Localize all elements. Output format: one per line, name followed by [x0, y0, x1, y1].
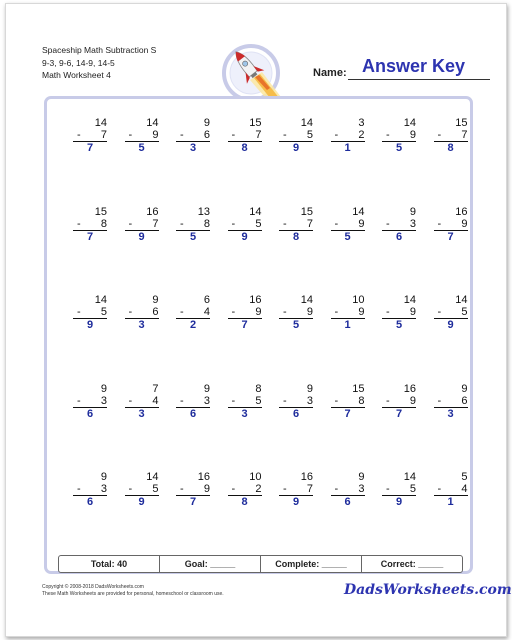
minus-sign: -: [180, 306, 184, 318]
minus-sign: -: [77, 483, 81, 495]
minuend: 14: [403, 294, 416, 306]
minuend: 14: [300, 294, 313, 306]
subtrahend-row: [73, 306, 107, 319]
subtrahend: 2: [255, 483, 262, 495]
minus-sign: -: [231, 483, 236, 495]
minuend: 16: [300, 471, 313, 483]
minus-sign: -: [77, 129, 81, 141]
problem-17: [73, 294, 107, 332]
title-block: [42, 44, 156, 82]
minuend: 9: [358, 471, 365, 483]
problem-13: [279, 206, 313, 244]
minus-sign: -: [437, 217, 442, 230]
problem-30: [331, 383, 365, 421]
answer: 7: [344, 407, 351, 420]
minus-sign: -: [231, 129, 236, 141]
problem-8: [434, 117, 468, 155]
subtrahend: 5: [255, 217, 262, 230]
problem-38: [331, 471, 365, 509]
minus-sign: -: [386, 483, 390, 495]
problem-36: [228, 471, 262, 509]
answer: 3: [241, 407, 248, 420]
minus-sign: -: [386, 129, 390, 141]
minuend: 9: [100, 382, 107, 395]
minuend: 3: [358, 117, 365, 129]
subtrahend: 5: [255, 394, 262, 407]
subtrahend-row: [331, 483, 365, 496]
subtrahend: 9: [203, 483, 210, 495]
problem-23: [382, 294, 416, 332]
subtrahend-row: [434, 395, 468, 408]
minus-sign: -: [231, 394, 236, 407]
answer: 8: [292, 230, 300, 243]
answer: 6: [395, 230, 403, 243]
minus-sign: -: [386, 394, 390, 407]
worksheet-page: [5, 3, 512, 637]
problem-20: [228, 294, 262, 332]
subtrahend: 6: [461, 394, 468, 407]
minus-sign: -: [334, 394, 339, 407]
minuend: 16: [197, 471, 210, 483]
subtrahend: 4: [203, 306, 210, 318]
minus-sign: -: [437, 306, 442, 318]
minuend: 14: [403, 471, 416, 483]
subtrahend-row: [73, 483, 107, 496]
subtrahend-row: [228, 218, 262, 231]
answer: 7: [86, 142, 94, 154]
minuend: 7: [152, 382, 159, 395]
answer: 6: [344, 496, 351, 508]
minus-sign: -: [231, 306, 236, 318]
problem-25: [73, 383, 107, 421]
complete-cell: Complete: _____: [261, 556, 362, 572]
minuend: 14: [94, 294, 107, 306]
subtrahend: 9: [152, 129, 159, 141]
subtrahend-row: [279, 395, 313, 408]
minuend: 15: [300, 205, 313, 218]
subtrahend-row: [434, 483, 468, 496]
subtrahend-row: [176, 306, 210, 319]
problem-21: [279, 294, 313, 332]
answer: 9: [241, 230, 248, 243]
minus-sign: -: [283, 306, 287, 318]
answer: 9: [447, 319, 454, 331]
minuend: 13: [197, 205, 210, 218]
subtrahend-row: [228, 395, 262, 408]
answer: 9: [395, 496, 403, 508]
minus-sign: -: [334, 217, 339, 230]
subtrahend-row: [382, 218, 416, 231]
problem-40: [434, 471, 468, 509]
subtrahend: 6: [203, 129, 210, 141]
subtrahend-row: [331, 306, 365, 319]
minuend: 16: [455, 205, 468, 218]
answer: 2: [189, 319, 197, 331]
minus-sign: -: [437, 483, 442, 495]
subtrahend-row: [73, 218, 107, 231]
subtrahend-row: [228, 306, 262, 319]
answer: 3: [138, 319, 145, 331]
answer: 6: [86, 496, 94, 508]
problem-10: [125, 206, 159, 244]
minuend: 14: [455, 294, 468, 306]
problem-4: [228, 117, 262, 155]
name-label: Name:: [313, 67, 347, 79]
correct-cell: Correct: _____: [380, 559, 444, 569]
subtrahend: 8: [358, 394, 365, 407]
subtrahend: 7: [306, 483, 313, 495]
minuend: 5: [461, 471, 468, 483]
subtrahend-row: [279, 306, 313, 319]
minuend: 14: [300, 117, 313, 129]
site-logo: DadsWorksheets.com: [344, 582, 512, 598]
minus-sign: -: [77, 306, 81, 318]
minuend: 9: [152, 294, 159, 306]
subtrahend-row: [279, 218, 313, 231]
subtrahend: 3: [100, 483, 107, 495]
minus-sign: -: [128, 217, 133, 230]
subtrahend-row: [382, 129, 416, 142]
subtrahend: 8: [203, 217, 210, 230]
subtrahend: 9: [358, 306, 365, 318]
answer: 9: [86, 319, 94, 331]
minuend: 15: [94, 205, 107, 218]
subtrahend-row: [176, 483, 210, 496]
answer: 7: [447, 230, 454, 243]
minuend: 15: [249, 117, 262, 129]
minus-sign: -: [180, 129, 184, 141]
subtrahend: 8: [100, 217, 107, 230]
subtrahend-row: [331, 129, 365, 142]
minus-sign: -: [386, 217, 390, 230]
subtrahend: 9: [358, 217, 365, 230]
answer-key-title: Answer Key: [362, 56, 466, 76]
subtrahend-row: [434, 129, 468, 142]
minus-sign: -: [437, 394, 442, 407]
minuend: 16: [146, 205, 159, 218]
minus-sign: -: [128, 394, 133, 407]
problem-22: [331, 294, 365, 332]
usage-line: These Math Worksheets are provided for personal, homeschool or classroom use.: [42, 591, 224, 597]
worksheet-subtitle: 9-3, 9-6, 14-9, 14-5: [42, 57, 115, 68]
minus-sign: -: [437, 129, 442, 141]
minus-sign: -: [231, 217, 236, 230]
minuend: 6: [203, 294, 210, 306]
problem-24: [434, 294, 468, 332]
minuend: 9: [306, 382, 313, 395]
problem-39: [382, 471, 416, 509]
subtrahend-row: [331, 395, 365, 408]
problem-37: [279, 471, 313, 509]
answer: 8: [447, 142, 454, 154]
total-cell: Total: 40: [59, 556, 160, 572]
problem-9: [73, 206, 107, 244]
answer: 5: [292, 319, 300, 331]
problem-35: [176, 471, 210, 509]
subtrahend: 7: [461, 129, 468, 141]
minuend: 15: [455, 117, 468, 129]
minus-sign: -: [386, 306, 390, 318]
problem-27: [176, 383, 210, 421]
minus-sign: -: [128, 306, 133, 318]
problem-15: [382, 206, 416, 244]
problem-32: [434, 383, 468, 421]
answer: 8: [241, 496, 248, 508]
answer: 7: [395, 407, 403, 420]
minuend: 14: [94, 117, 107, 129]
score-bar: [58, 555, 463, 573]
problem-1: [73, 117, 107, 155]
answer: 5: [344, 230, 351, 243]
subtrahend-row: [125, 395, 159, 408]
problems-frame: [44, 96, 473, 574]
minus-sign: -: [180, 217, 184, 230]
minus-sign: -: [334, 306, 339, 318]
problem-11: [176, 206, 210, 244]
subtrahend: 9: [409, 129, 416, 141]
answer: 3: [189, 142, 197, 154]
answer: 3: [447, 407, 454, 420]
answer: 6: [292, 407, 300, 420]
minuend: 9: [203, 382, 210, 395]
minus-sign: -: [334, 483, 339, 495]
minus-sign: -: [128, 483, 133, 495]
answer: 6: [86, 407, 94, 420]
problem-2: [125, 117, 159, 155]
problem-6: [331, 117, 365, 155]
subtrahend-row: [73, 395, 107, 408]
problem-31: [382, 383, 416, 421]
minuend: 14: [352, 205, 365, 218]
problem-18: [125, 294, 159, 332]
subtrahend: 7: [306, 217, 313, 230]
subtrahend: 2: [358, 129, 365, 141]
minus-sign: -: [334, 129, 339, 141]
minuend: 8: [255, 382, 262, 395]
answer: 5: [189, 230, 197, 243]
subtrahend-row: [382, 395, 416, 408]
answer: 9: [138, 496, 145, 508]
problem-16: [434, 206, 468, 244]
name-line: [348, 79, 490, 80]
subtrahend-row: [125, 129, 159, 142]
goal-cell: Goal: _____: [160, 556, 261, 572]
problem-29: [279, 383, 313, 421]
minus-sign: -: [128, 129, 133, 141]
minuend: 14: [146, 117, 159, 129]
subtrahend-row: [228, 129, 262, 142]
subtrahend-row: [125, 306, 159, 319]
minuend: 9: [203, 117, 210, 129]
subtrahend-row: [434, 218, 468, 231]
worksheet-title: Spaceship Math Subtraction S: [42, 45, 157, 55]
subtrahend-row: [228, 483, 262, 496]
answer: 3: [138, 407, 145, 420]
minus-sign: -: [283, 129, 287, 141]
answer: 5: [395, 142, 403, 154]
subtrahend: 5: [409, 483, 416, 495]
subtrahend-row: [382, 483, 416, 496]
problem-14: [331, 206, 365, 244]
subtrahend-row: [176, 395, 210, 408]
minuend: 16: [403, 382, 416, 395]
subtrahend-row: [73, 129, 107, 142]
subtrahend: 3: [203, 394, 210, 407]
subtrahend: 9: [409, 394, 416, 407]
problem-33: [73, 471, 107, 509]
minuend: 10: [249, 471, 262, 483]
answer: 6: [189, 407, 197, 420]
subtrahend: 9: [255, 306, 262, 318]
minus-sign: -: [283, 217, 287, 230]
copyright-notice: [42, 584, 224, 598]
subtrahend: 7: [255, 129, 262, 141]
worksheet-number: Math Worksheet 4: [42, 70, 111, 80]
subtrahend: 5: [461, 306, 468, 318]
subtrahend-row: [125, 218, 159, 231]
answer: 1: [447, 496, 454, 508]
problem-7: [382, 117, 416, 155]
subtrahend-row: [279, 483, 313, 496]
minus-sign: -: [283, 394, 287, 407]
answer: 9: [292, 496, 300, 508]
answer: 5: [395, 319, 403, 331]
subtrahend: 4: [152, 394, 159, 407]
minus-sign: -: [77, 217, 81, 230]
subtrahend-row: [176, 218, 210, 231]
subtrahend: 7: [100, 129, 107, 141]
answer: 9: [138, 230, 145, 243]
minuend: 15: [352, 382, 365, 395]
minus-sign: -: [180, 483, 184, 495]
minuend: 14: [146, 471, 159, 483]
answer: 7: [241, 319, 248, 331]
minuend: 9: [461, 382, 468, 395]
subtrahend-row: [279, 129, 313, 142]
subtrahend: 3: [100, 394, 107, 407]
minus-sign: -: [77, 394, 81, 407]
subtrahend: 6: [152, 306, 159, 318]
subtrahend: 9: [409, 306, 416, 318]
answer: 7: [189, 496, 197, 508]
answer: 1: [344, 319, 351, 331]
subtrahend: 3: [358, 483, 365, 495]
subtrahend: 5: [306, 129, 313, 141]
subtrahend: 3: [409, 217, 416, 230]
problem-12: [228, 206, 262, 244]
problem-19: [176, 294, 210, 332]
subtrahend-row: [382, 306, 416, 319]
problem-28: [228, 383, 262, 421]
subtrahend-row: [125, 483, 159, 496]
minuend: 9: [409, 205, 416, 218]
answer: 9: [292, 142, 300, 154]
subtrahend: 3: [306, 394, 313, 407]
problem-26: [125, 383, 159, 421]
answer: 8: [241, 142, 248, 154]
subtrahend-row: [176, 129, 210, 142]
subtrahend-row: [434, 306, 468, 319]
answer: 1: [344, 142, 351, 154]
name-area: [313, 56, 493, 80]
copyright-line: Copyright © 2008-2018 DadsWorksheets.com: [42, 584, 144, 590]
subtrahend: 4: [461, 483, 468, 495]
minuend: 16: [249, 294, 262, 306]
subtrahend-row: [331, 218, 365, 231]
minus-sign: -: [283, 483, 287, 495]
problem-5: [279, 117, 313, 155]
minuend: 10: [352, 294, 365, 306]
minuend: 9: [100, 471, 107, 483]
answer: 7: [86, 230, 94, 243]
problem-34: [125, 471, 159, 509]
subtrahend: 5: [100, 306, 107, 318]
subtrahend: 9: [306, 306, 313, 318]
subtrahend: 7: [152, 217, 159, 230]
subtrahend: 9: [461, 217, 468, 230]
minuend: 14: [403, 117, 416, 129]
minus-sign: -: [180, 394, 184, 407]
subtrahend: 5: [152, 483, 159, 495]
problem-3: [176, 117, 210, 155]
minuend: 14: [249, 205, 262, 218]
answer: 5: [138, 142, 145, 154]
